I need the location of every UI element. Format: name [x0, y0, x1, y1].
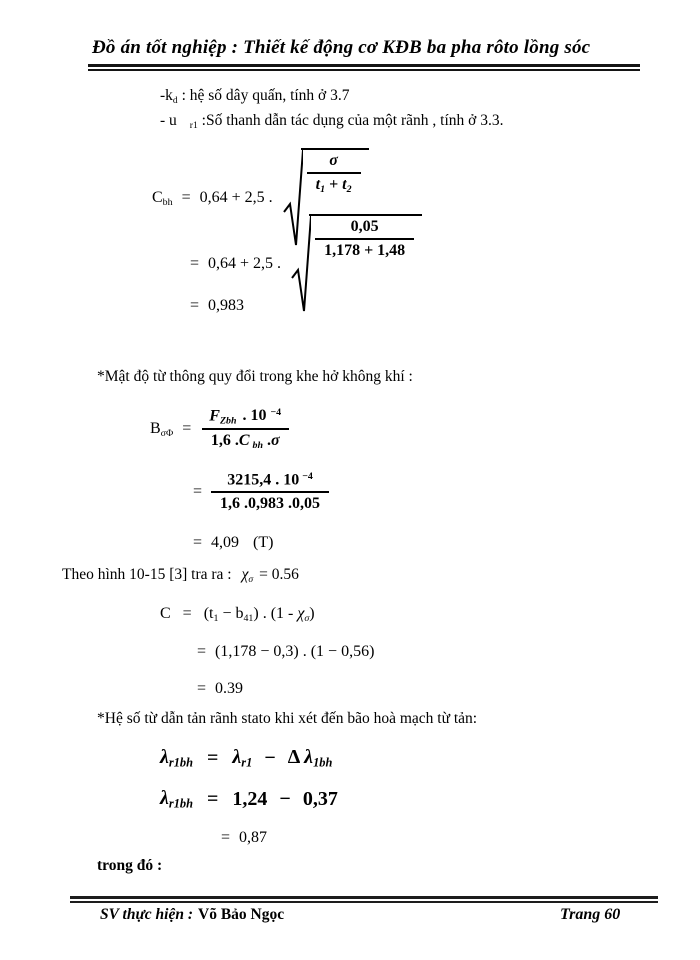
c-result-value: 0.39 [215, 680, 244, 697]
fraction-denominator: 1,6 .C bh .σ [202, 428, 289, 451]
formula-c-line2 [188, 643, 374, 661]
formula-c-result [188, 680, 243, 698]
chi-value: = 0.56 [259, 566, 299, 583]
formula-c-line1 [160, 605, 315, 624]
lambda-r1bh: λr1bh [160, 787, 193, 811]
fraction [307, 152, 361, 195]
formula-b-line2 [184, 463, 329, 521]
flux-section-heading: *Mật độ từ thông quy đổi trong khe hở không khí : [97, 368, 413, 385]
c-symbol: C [160, 605, 171, 623]
fraction-denominator: 1,6 .0,983 .0,05 [211, 491, 329, 513]
equals-sign: = [197, 680, 207, 697]
minus-sign: − [264, 746, 276, 769]
sqrt-values [291, 214, 422, 314]
fraction-denominator: 1,178 + 1,48 [315, 238, 414, 260]
reference-text: Theo hình 10-15 [3] tra ra : [62, 566, 232, 583]
note-ur1-text: :Số thanh dẫn tác dụng của một rãnh , tính ở 3.3. [197, 112, 504, 129]
saturation-section-heading: *Hệ số từ dẫn tản rãnh stato khi xét đến bão hoà mạch từ tản: [97, 710, 478, 727]
equals-sign: = [181, 189, 191, 206]
cbh-result-value: 0,983 [208, 297, 245, 314]
delta-lambda-1bh: Δ λ1bh [287, 746, 333, 770]
equals-sign: = [207, 787, 219, 810]
formula-lambda-line1 [160, 746, 332, 771]
note-kd-lead: -k [160, 87, 173, 104]
note-ur1 [160, 112, 503, 131]
formula-b-line1 [150, 400, 290, 458]
fraction-numerator: 3215,4 . 10 $^{-4}$ [227, 470, 313, 489]
fraction-numerator: FZbh . 10 $^{-4}$ [209, 406, 282, 427]
c-line2-value: (1,178 − 0,3) . (1 − 0,56) [215, 643, 375, 660]
note-kd [160, 87, 350, 106]
formula-lambda-result [212, 829, 267, 847]
equals-sign: = [182, 605, 192, 623]
minus-sign: − [279, 787, 291, 810]
equals-sign: = [190, 297, 200, 314]
footer-author-name: Võ Bảo Ngọc [198, 906, 285, 923]
lambda-value-2: 0,37 [302, 787, 338, 810]
b-fraction-numeric [211, 471, 329, 513]
b-result-unit: (T) [253, 534, 274, 551]
equals-sign: = [197, 643, 207, 660]
footer-page-number: Trang 60 [560, 906, 621, 923]
b-fraction-symbolic [200, 407, 290, 451]
fraction-numerator: 0,05 [350, 218, 379, 235]
equals-sign: = [193, 534, 203, 551]
formula-cbh-result [181, 297, 244, 315]
equals-sign: = [207, 746, 219, 769]
lambda-result-value: 0,87 [239, 829, 268, 846]
fraction-denominator: t1 + t2 [307, 172, 361, 195]
b-symbol: BσΦ [150, 419, 174, 439]
cbh-expression-2: 0,64 + 2,5 . [208, 255, 282, 272]
note-kd-text: : hệ số dây quấn, tính ở 3.7 [177, 87, 350, 104]
c-rhs: (t1 − b41) . (1 - χσ) [203, 605, 315, 624]
b-result-value: 4,09 [211, 534, 240, 551]
formula-lambda-line2 [160, 787, 338, 812]
trong-do-label: trong đó : [97, 857, 163, 874]
fraction [315, 218, 414, 260]
footer-rule [70, 896, 658, 903]
footer-author-label: SV thực hiện : [100, 906, 193, 923]
header-rule [88, 64, 640, 71]
page-title: Đồ án tốt nghiệp : Thiết kế động cơ KĐB ba pha rôto lồng sóc [92, 37, 591, 58]
formula-b-result [184, 534, 273, 552]
footer-author [100, 906, 284, 924]
note-kd-sub: d [172, 94, 178, 106]
formula-cbh-line2 [181, 218, 422, 296]
reference-line [62, 566, 299, 585]
cbh-symbol: Cbh [152, 188, 173, 208]
radical-icon [291, 214, 311, 314]
fraction-numerator: σ [329, 152, 338, 169]
note-ur1-sub: r1 [189, 119, 198, 131]
equals-sign: = [190, 255, 200, 272]
equals-sign: = [193, 483, 203, 500]
equals-sign: = [182, 420, 192, 437]
lambda-r1bh: λr1bh [160, 746, 193, 770]
lambda-value-1: 1,24 [232, 787, 268, 810]
cbh-expression: 0,64 + 2,5 . [199, 189, 273, 206]
equals-sign: = [221, 829, 231, 846]
note-ur1-lead: - u [160, 112, 177, 129]
lambda-r1: λr1 [232, 746, 253, 770]
chi-symbol: χσ [241, 566, 254, 585]
